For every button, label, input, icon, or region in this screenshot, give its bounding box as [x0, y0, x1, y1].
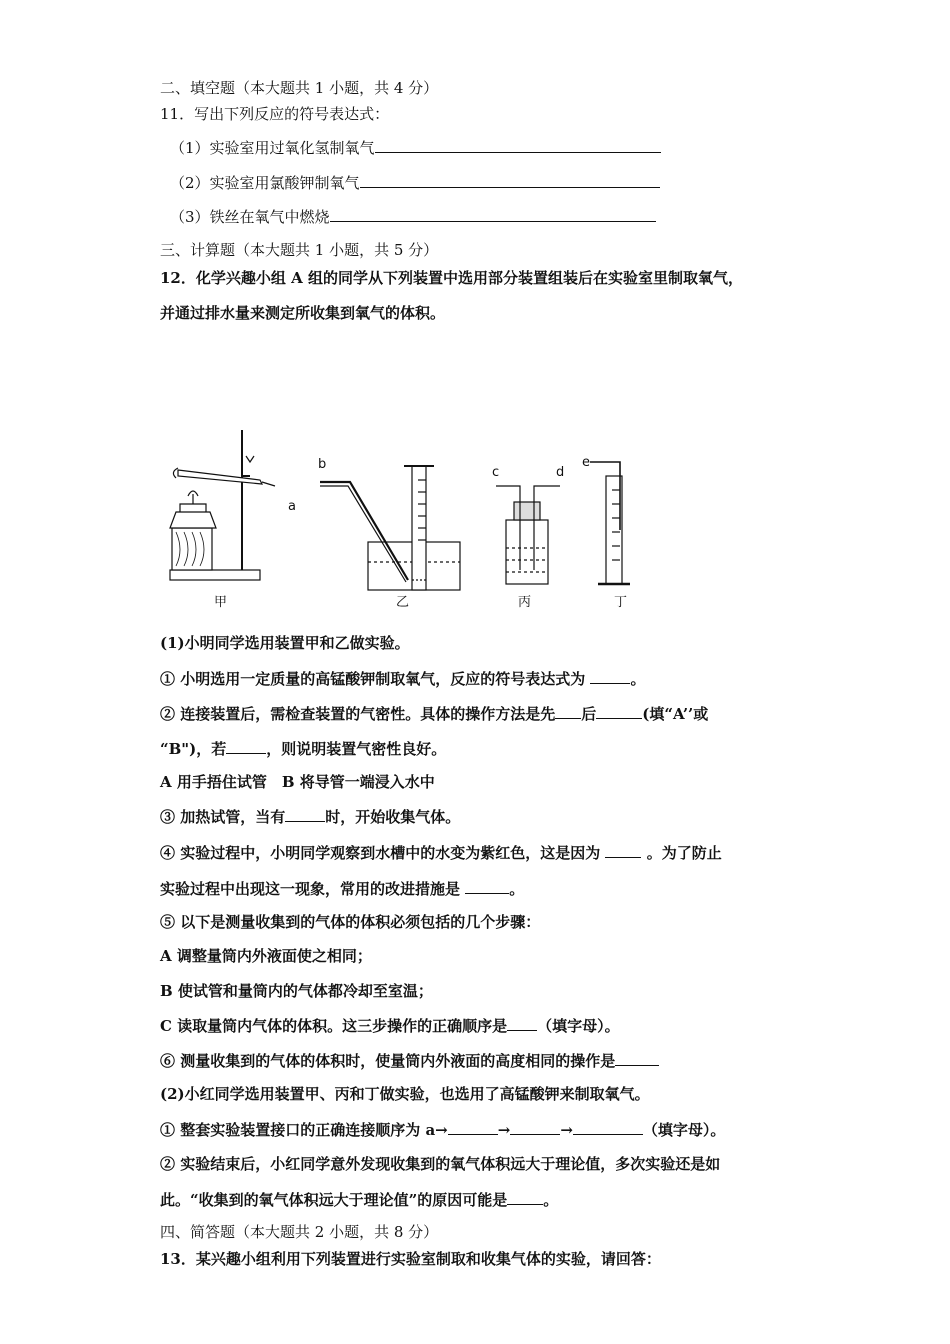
- answer-blank[interactable]: [507, 1015, 537, 1031]
- answer-blank[interactable]: [573, 1119, 643, 1135]
- question-11-part-2: （2）实验室用氯酸钾制氧气: [170, 172, 660, 193]
- apparatus-yi: [320, 466, 460, 590]
- answer-blank[interactable]: [465, 878, 509, 894]
- part-1-q2: ② 连接装置后，需检查装置的气密性。具体的操作方法是先 后 (填“A’’或: [160, 705, 709, 723]
- part-1-q5-step-b: B 使试管和量筒内的气体都冷却至室温；: [160, 982, 433, 1000]
- label-c: c: [492, 465, 500, 480]
- part-1-q4: ④ 实验过程中，小明同学观察到水槽中的水变为紫红色，这是因为 。为了防止: [160, 844, 722, 862]
- answer-blank[interactable]: [448, 1119, 498, 1135]
- question-11-part-1: （1）实验室用过氧化氢制氧气: [170, 137, 661, 158]
- answer-blank[interactable]: [285, 806, 325, 822]
- answer-blank[interactable]: [590, 668, 630, 684]
- answer-blank[interactable]: [605, 842, 641, 858]
- part-2-heading: (2)小红同学选用装置甲、丙和丁做实验，也选用了高锰酸钾来制取氧气。: [160, 1085, 650, 1103]
- answer-blank[interactable]: [510, 1119, 560, 1135]
- apparatus-ding: [590, 462, 630, 584]
- section-4-heading: 四、简答题（本大题共 2 小题，共 8 分）: [160, 1223, 439, 1241]
- apparatus-bing: [496, 486, 560, 584]
- question-13: 13．某兴趣小组利用下列装置进行实验室制取和收集气体的实验，请回答：: [160, 1250, 661, 1268]
- caption-jia: 甲: [214, 595, 228, 610]
- caption-bing: 丙: [518, 595, 532, 610]
- label-a: a: [288, 499, 296, 514]
- question-12-line-2: 并通过排水量来测定所收集到氧气的体积。: [160, 304, 446, 322]
- section-3-heading: 三、计算题（本大题共 1 小题，共 5 分）: [160, 241, 439, 259]
- apparatus-figure: [150, 420, 670, 615]
- section-2-heading: 二、填空题（本大题共 1 小题，共 4 分）: [160, 79, 439, 97]
- answer-blank[interactable]: [507, 1189, 543, 1205]
- caption-yi: 乙: [396, 595, 410, 610]
- label-b: b: [318, 457, 327, 472]
- part-1-q6: ⑥ 测量收集到的气体的体积时，使量筒内外液面的高度相同的操作是: [160, 1050, 659, 1071]
- answer-blank[interactable]: [555, 703, 581, 719]
- part-1-q5-step-a: A 调整量筒内外液面使之相同；: [160, 947, 372, 965]
- part-1-q2-cont: “B")，若 ，则说明装置气密性良好。: [160, 740, 447, 758]
- answer-blank[interactable]: [330, 206, 656, 222]
- answer-blank[interactable]: [226, 738, 266, 754]
- question-12-line-1: 12．化学兴趣小组 A 组的同学从下列装置中选用部分装置组装后在实验室里制取氧气，: [160, 269, 743, 287]
- part-2-q1: ① 整套实验装置接口的正确连接顺序为 a→ → → （填字母）。: [160, 1121, 726, 1139]
- part-1-q4-cont: 实验过程中出现这一现象，常用的改进措施是 。: [160, 880, 525, 898]
- part-1-q5: ⑤ 以下是测量收集到的气体的体积必须包括的几个步骤：: [160, 913, 541, 931]
- part-2-q2-cont: 此。“收集到的氧气体积远大于理论值”的原因可能是 。: [160, 1191, 559, 1209]
- label-e: e: [582, 455, 590, 470]
- caption-ding: 丁: [614, 595, 628, 610]
- part-2-q2: ② 实验结束后，小红同学意外发现收集到的氧气体积远大于理论值，多次实验还是如: [160, 1155, 721, 1173]
- part-1-q3: ③ 加热试管，当有 时，开始收集气体。: [160, 808, 461, 826]
- answer-blank[interactable]: [596, 703, 642, 719]
- part-1-q5-step-c: C 读取量筒内气体的体积。这三步操作的正确顺序是 （填字母）。: [160, 1017, 620, 1035]
- answer-blank[interactable]: [360, 172, 660, 188]
- part-1-q1: ① 小明选用一定质量的高锰酸钾制取氧气，反应的符号表达式为 。: [160, 670, 646, 688]
- label-d: d: [556, 465, 565, 480]
- apparatus-jia: [170, 430, 275, 580]
- answer-blank[interactable]: [375, 137, 661, 153]
- question-11-part-3: （3）铁丝在氧气中燃烧: [170, 206, 656, 227]
- part-1-options: A 用手捂住试管 B 将导管一端浸入水中: [160, 773, 435, 791]
- question-11: 11．写出下列反应的符号表达式：: [160, 105, 390, 123]
- part-1-heading: (1)小明同学选用装置甲和乙做实验。: [160, 634, 410, 652]
- answer-blank[interactable]: [615, 1050, 659, 1066]
